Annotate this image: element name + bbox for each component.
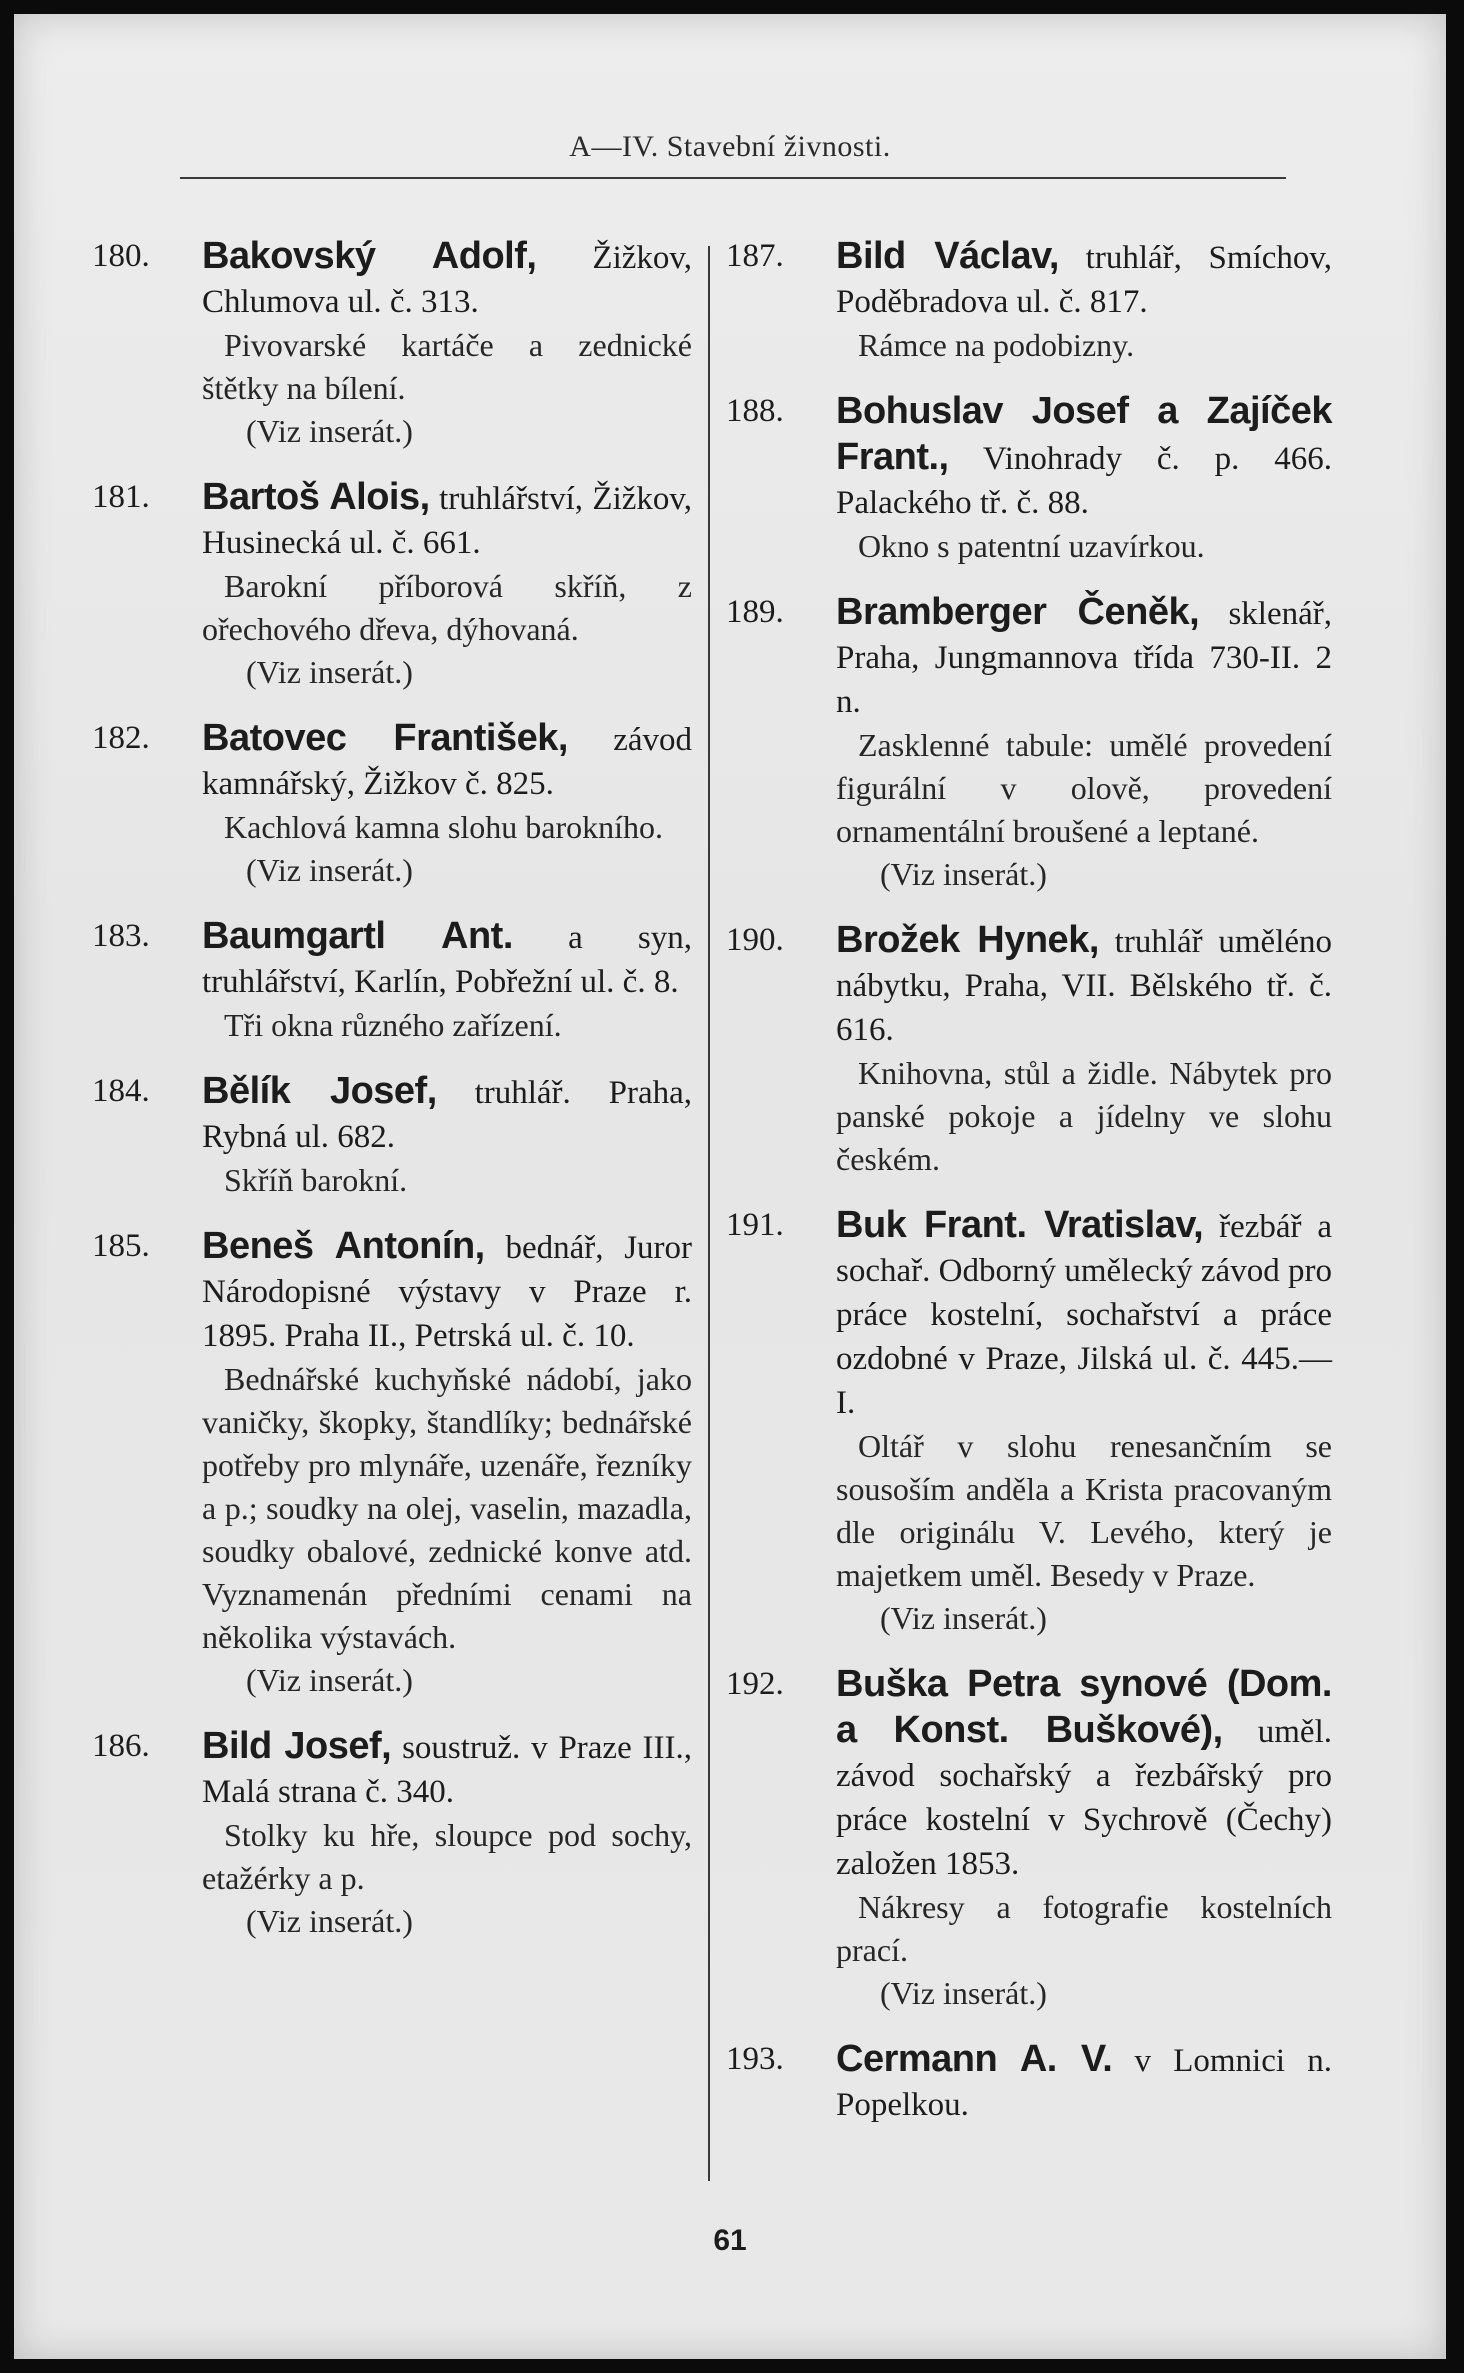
entry-reference: (Viz inserát.) [246,852,413,888]
right-column [726,234,1332,2149]
entry-name: Beneš Antonín, [202,1225,485,1267]
catalog-entry [92,1724,692,1943]
catalog-entry [726,234,1332,367]
entry-description: Skříň barokní. [224,1162,408,1198]
entry-reference: (Viz inserát.) [880,1600,1047,1636]
catalog-entry [726,2037,1332,2127]
catalog-entry [726,1203,1332,1640]
entry-details: truhlář, Smíchov, Poděbradova ul. č. 817. [836,240,1333,320]
entry-number: 189. [726,594,784,630]
entry-number: 190. [726,922,784,958]
header-rule [180,177,1286,179]
entry-description: Rámce na podobizny. [858,327,1135,363]
entry-number: 191. [726,1207,784,1243]
entry-number: 184. [92,1073,150,1109]
entry-number: 187. [726,238,784,274]
entry-description: Stolky ku hře, sloupce pod sochy, etažérky a p. [202,1817,692,1896]
left-column [92,234,692,1965]
entry-description: Bednářské kuchyňské nádobí, jako vaničky, škopky, štandlíky; bednářské potřeby pro mlynáře, uzenáře, řezníky a p.; soudky na olej, vaselin, mazadla, soudky obalové, zednické konve atd. Vyznamenán předními cenami na několika výstavách. [202,1361,692,1655]
catalog-entry [92,716,692,892]
catalog-entry [92,914,692,1047]
entry-details: truhlář. Praha, Rybná ul. 682. [202,1075,692,1155]
catalog-entry [92,1224,692,1702]
catalog-page [14,14,1446,2359]
entry-number: 186. [92,1728,150,1764]
entry-reference: (Viz inserát.) [246,1903,413,1939]
entry-number: 192. [726,1666,784,1702]
entry-reference: (Viz inserát.) [246,1662,413,1698]
entry-name: Buk Frant. Vratislav, [836,1204,1204,1246]
entry-description: Kachlová kamna slohu barokního. [224,809,663,845]
entry-description: Nákresy a fotografie kostelních prací. [836,1889,1332,1968]
entry-details: sklenář, Praha, Jungmannova třída 730-II. 2 n. [836,596,1333,720]
entry-description: Pivovarské kartáče a zednické štětky na bílení. [202,327,692,406]
entry-reference: (Viz inserát.) [880,856,1047,892]
entry-number: 183. [92,918,150,954]
entry-number: 188. [726,393,784,429]
catalog-entry [92,475,692,694]
catalog-entry [726,590,1332,896]
entry-details: uměl. závod sochařský a řezbářský pro práce kostelní v Sychrově (Čechy) založen 1853. [836,1714,1332,1882]
entry-name: Buška Petra synové (Dom. a Konst. Buškové), [836,1663,1332,1751]
running-header: A—IV. Stavební živnosti. [569,130,891,163]
entry-number: 193. [726,2041,784,2077]
entry-details: truhlářství, Žižkov, Husinecká ul. č. 661. [202,481,692,561]
entry-number: 182. [92,720,150,756]
entry-name: Bakovský Adolf, [202,235,537,277]
entry-details: truhlář uměléno nábytku, Praha, VII. Bělského tř. č. 616. [836,924,1333,1048]
catalog-entry [726,1662,1332,2015]
entry-description: Tři okna různého zařízení. [224,1007,562,1043]
entry-name: Bohuslav Josef a Zajíček Frant., [836,390,1332,478]
entry-name: Batovec František, [202,717,568,759]
entry-description: Barokní příborová skříň, z ořechového dřeva, dýhovaná. [202,568,692,647]
entry-description: Okno s patentní uzavírkou. [858,528,1205,564]
catalog-entry [92,234,692,453]
entry-details: závod kamnářský, Žižkov č. 825. [202,722,692,802]
catalog-entry [92,1069,692,1202]
entry-name: Bartoš Alois, [202,476,430,518]
entry-name: Bild Josef, [202,1725,392,1767]
entry-number: 181. [92,479,150,515]
entry-reference: (Viz inserát.) [246,413,413,449]
entry-name: Cermann A. V. [836,2038,1113,2080]
entry-name: Bramberger Čeněk, [836,591,1200,633]
entry-number: 180. [92,238,150,274]
catalog-entry [726,389,1332,568]
catalog-entry [726,918,1332,1181]
entry-details: bednář, Juror Národopisné výstavy v Praze r. 1895. Praha II., Petrská ul. č. 10. [202,1230,693,1354]
entry-name: Bělík Josef, [202,1070,437,1112]
entry-details: v Lomnici n. Popelkou. [836,2043,1332,2123]
column-divider [708,246,710,2181]
entry-details: soustruž. v Praze III., Malá strana č. 340. [202,1730,693,1810]
entry-details: Žižkov, Chlumova ul. č. 313. [202,240,692,320]
entry-details: a syn, truhlářství, Karlín, Pobřežní ul. č. 8. [202,920,692,1000]
entry-description: Oltář v slohu renesančním se sousoším anděla a Krista pracovaným dle originálu V. Levého, který je majetkem uměl. Besedy v Praze. [836,1428,1332,1593]
entry-name: Baumgartl Ant. [202,915,513,957]
entry-reference: (Viz inserát.) [880,1975,1047,2011]
page-number: 61 [713,2224,747,2257]
entry-details: řezbář a sochař. Odborný umělecký závod pro práce kostelní, sochařství a práce ozdobné v Praze, Jilská ul. č. 445.—I. [836,1209,1332,1421]
entry-name: Bild Václav, [836,235,1059,277]
entry-reference: (Viz inserát.) [246,654,413,690]
entry-description: Knihovna, stůl a židle. Nábytek pro panské pokoje a jídelny ve slohu českém. [836,1055,1332,1177]
entry-details: Vinohrady č. p. 466. Palackého tř. č. 88. [836,441,1332,521]
entry-description: Zasklenné tabule: umělé provedení figurální v olově, provedení ornamentální broušené a leptané. [836,727,1332,849]
entry-number: 185. [92,1228,150,1264]
entry-name: Brožek Hynek, [836,919,1099,961]
